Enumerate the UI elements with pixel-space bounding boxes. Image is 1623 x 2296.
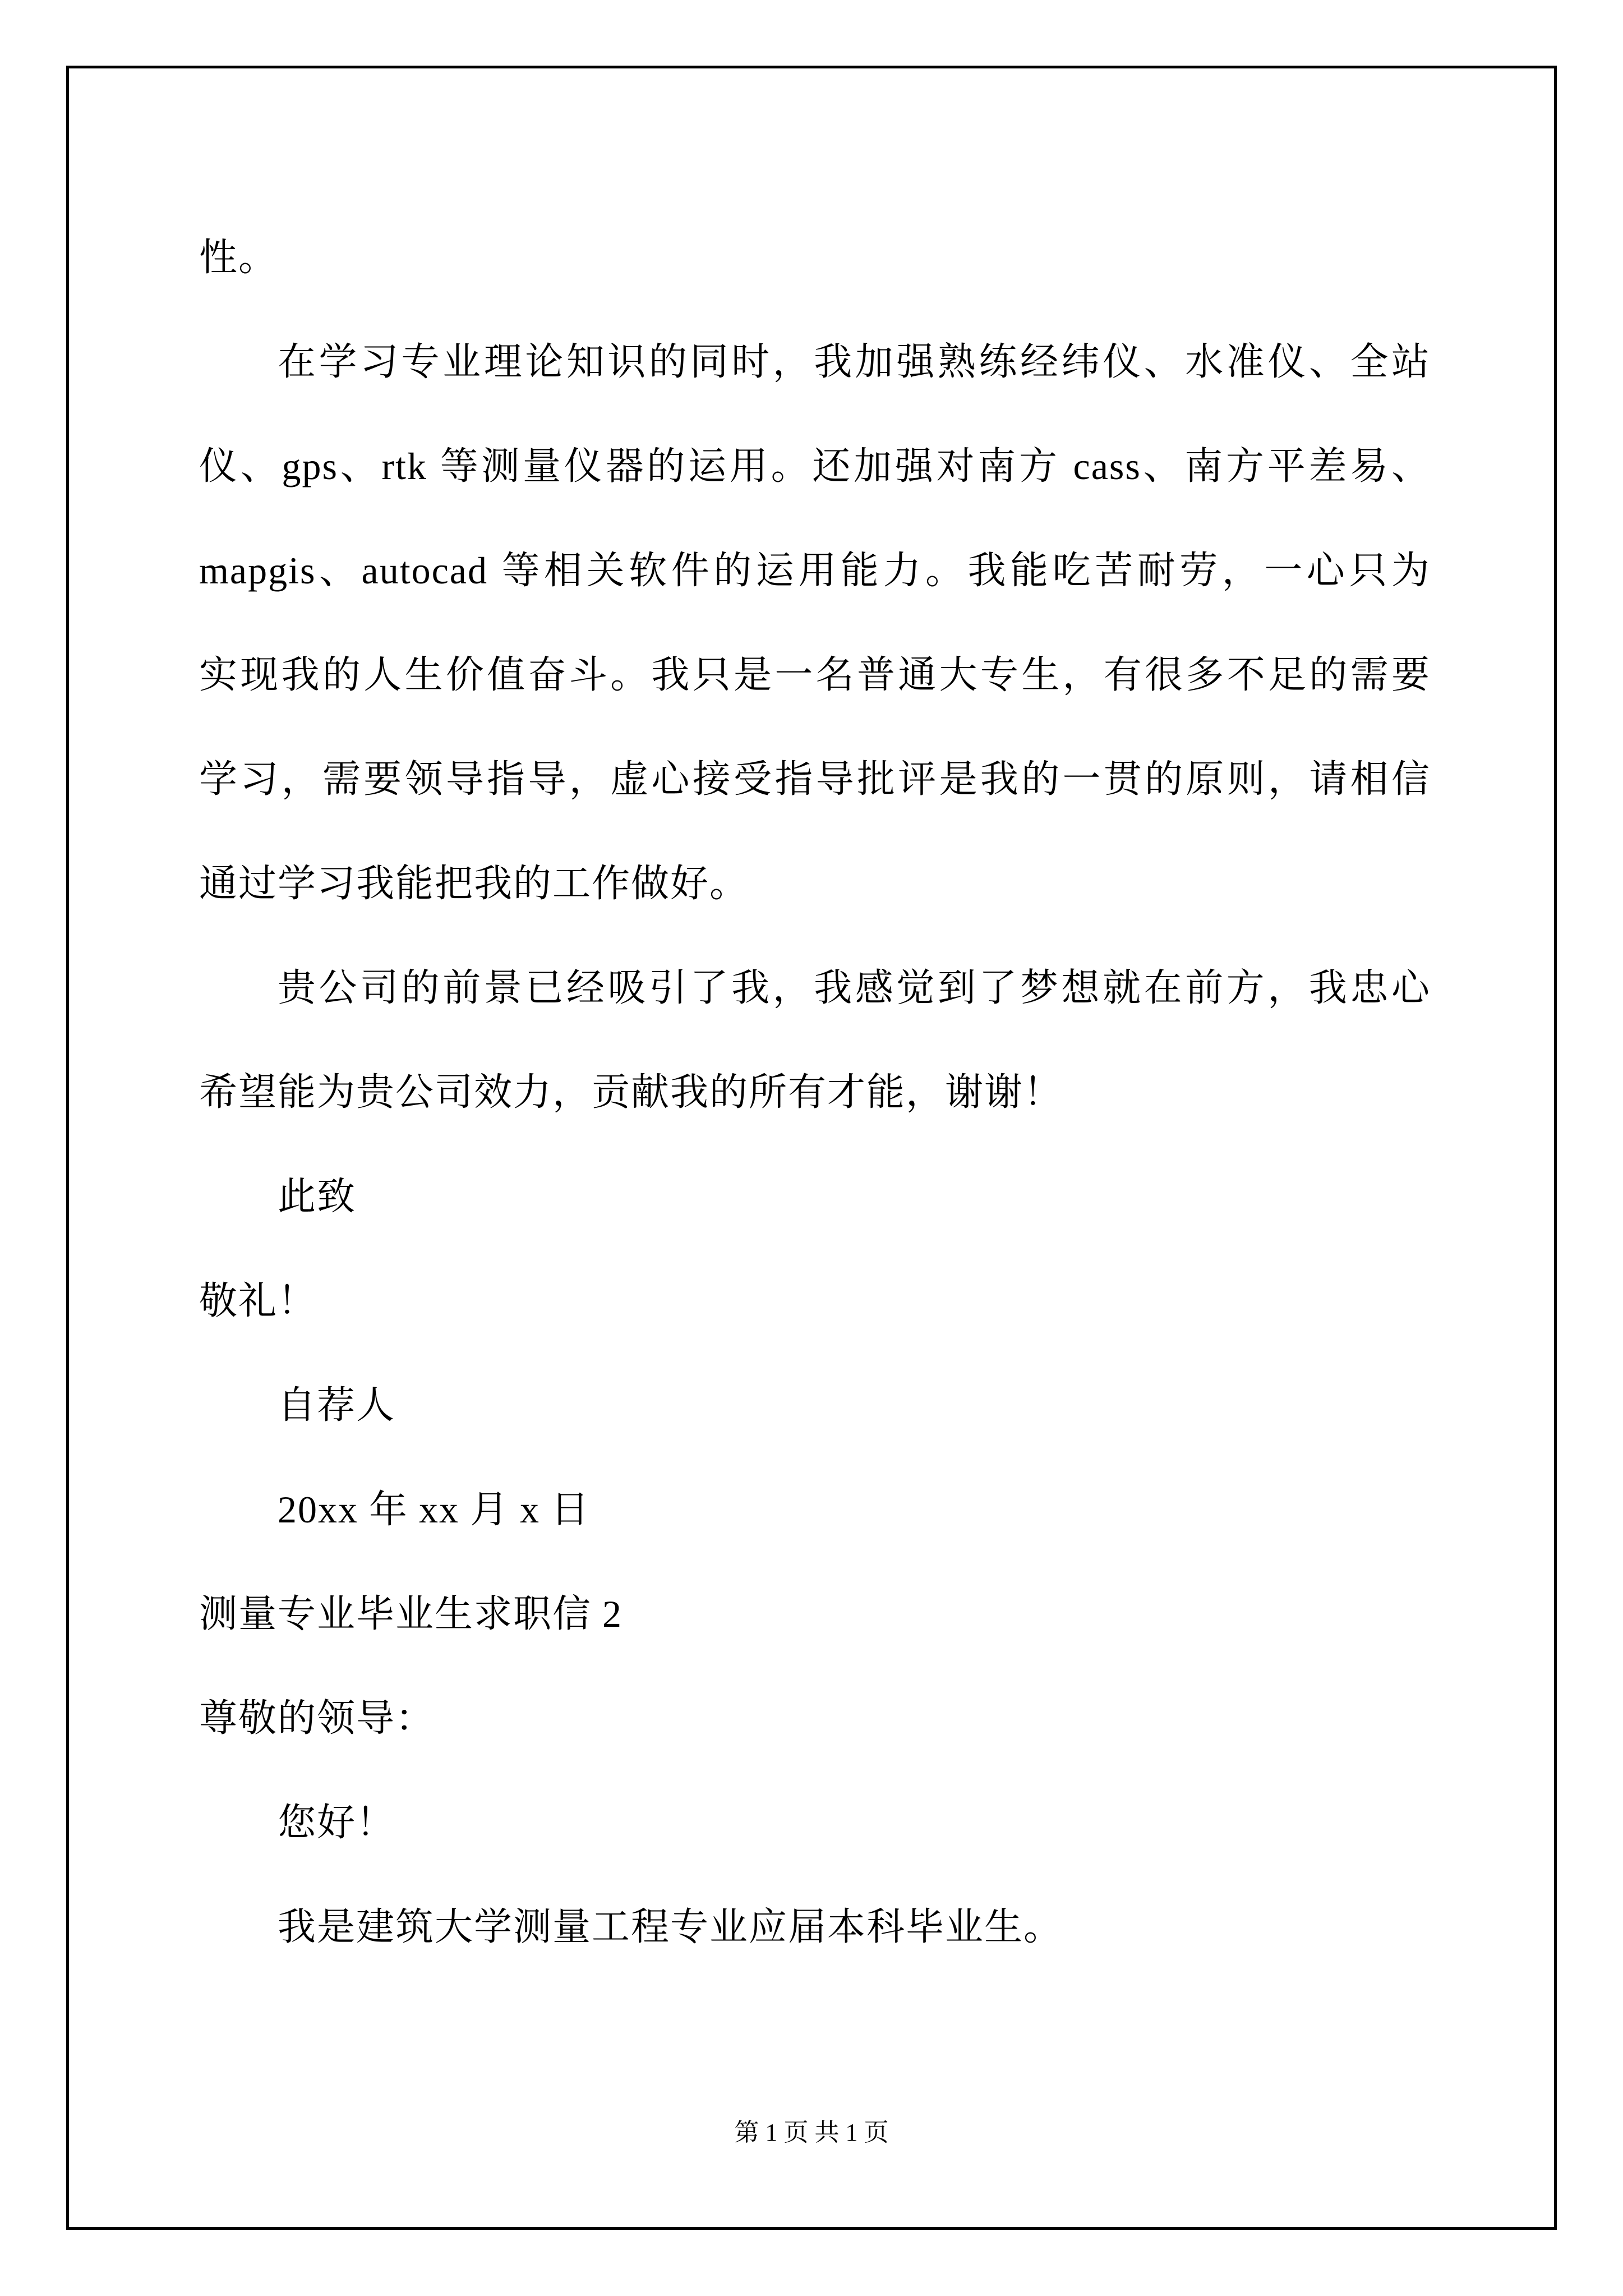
text-line: 实现我的人生价值奋斗。我只是一名普通大专生，有很多不足的需要: [199, 654, 1431, 696]
text-line: mapgis、autocad 等相关软件的运用能力。我能吃苦耐劳，一心只为: [199, 549, 1431, 592]
page-number: 第 1 页 共 1 页: [734, 2119, 889, 2146]
text-line: 仪、gps、rtk 等测量仪器的运用。还加强对南方 cass、南方平差易、: [199, 445, 1431, 487]
text-line: 学习，需要领导指导，虚心接受指导批评是我的一贯的原则，请相信: [199, 758, 1431, 800]
date-line: 20xx 年 xx 月 x 日: [278, 1488, 591, 1531]
text-line: 贵公司的前景已经吸引了我，我感觉到了梦想就在前方，我忠心: [278, 967, 1431, 1009]
signature-line: 自荐人: [278, 1384, 396, 1427]
letter-body: [199, 205, 1431, 1979]
closing-cizhi: 此致: [278, 1175, 357, 1218]
salutation: 尊敬的领导：: [199, 1697, 435, 1740]
text-line: 性。: [199, 236, 278, 279]
closing-jingli: 敬礼！: [199, 1280, 317, 1322]
text-line: 在学习专业理论知识的同时，我加强熟练经纬仪、水准仪、全站: [278, 341, 1431, 383]
text-line: 通过学习我能把我的工作做好。: [199, 862, 749, 905]
section-heading: 测量专业毕业生求职信 2: [199, 1593, 623, 1635]
text-line: 我是建筑大学测量工程专业应届本科毕业生。: [278, 1906, 1063, 1948]
greeting-line: 您好！: [278, 1801, 396, 1844]
text-line: 希望能为贵公司效力，贡献我的所有才能，谢谢！: [199, 1071, 1063, 1114]
